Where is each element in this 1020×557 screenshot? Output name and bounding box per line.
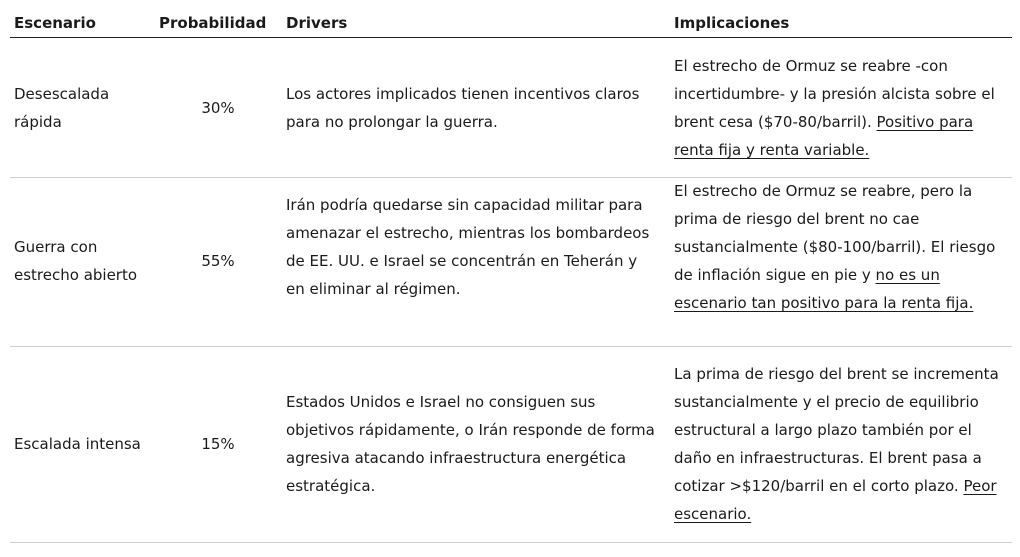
table-row-guerra xyxy=(10,178,1012,347)
header-drivers: Drivers xyxy=(286,14,348,32)
scenario-table xyxy=(10,0,1012,543)
row-escenario: Desescalada rápida xyxy=(14,85,110,131)
header-implicaciones: Implicaciones xyxy=(674,14,790,32)
row-escenario: Escalada intensa xyxy=(14,435,141,453)
table-row-desescalada xyxy=(10,38,1012,178)
row-probabilidad: 55% xyxy=(201,252,235,270)
row-probabilidad: 15% xyxy=(201,435,235,453)
table-header xyxy=(10,0,1012,38)
header-probabilidad: Probabilidad xyxy=(159,14,267,32)
row-implicaciones xyxy=(674,360,1012,528)
implicaciones-link[interactable]: no es un escenario tan positivo para la renta fija. xyxy=(674,266,974,312)
row-probabilidad: 30% xyxy=(201,99,235,117)
table-row-escalada xyxy=(10,347,1012,543)
implicaciones-text: El estrecho de Ormuz se reabre -con incertidumbre- y la presión alcista sobre el brent cesa ($70-80/barril). xyxy=(674,57,995,131)
row-implicaciones xyxy=(674,52,1012,164)
implicaciones-link[interactable]: Positivo para renta fija y renta variable. xyxy=(674,113,974,159)
implicaciones-link[interactable]: Peor escenario. xyxy=(674,477,997,523)
row-implicaciones xyxy=(674,177,1012,317)
row-drivers: Irán podría quedarse sin capacidad militar para amenazar el estrecho, mientras los bombardeos de EE. UU. e Israel se concentrán en Teherán y en eliminar al régimen. xyxy=(286,196,650,298)
implicaciones-text: El estrecho de Ormuz se reabre, pero la prima de riesgo del brent no cae sustancialmente ($80-100/barril). El riesgo de inflación sigue en pie y xyxy=(674,182,996,284)
row-drivers: Los actores implicados tienen incentivos claros para no prolongar la guerra. xyxy=(286,85,640,131)
row-drivers: Estados Unidos e Israel no consiguen sus objetivos rápidamente, o Irán responde de forma agresiva atacando infraestructura energética estratégica. xyxy=(286,393,655,495)
implicaciones-text: La prima de riesgo del brent se incrementa sustancialmente y el precio de equilibrio estructural a largo plazo también por el daño en infraestructuras. El brent pasa a cotizar >$120/barril en el corto plazo. xyxy=(674,365,999,495)
header-escenario: Escenario xyxy=(14,14,96,32)
row-escenario: Guerra con estrecho abierto xyxy=(14,238,138,284)
